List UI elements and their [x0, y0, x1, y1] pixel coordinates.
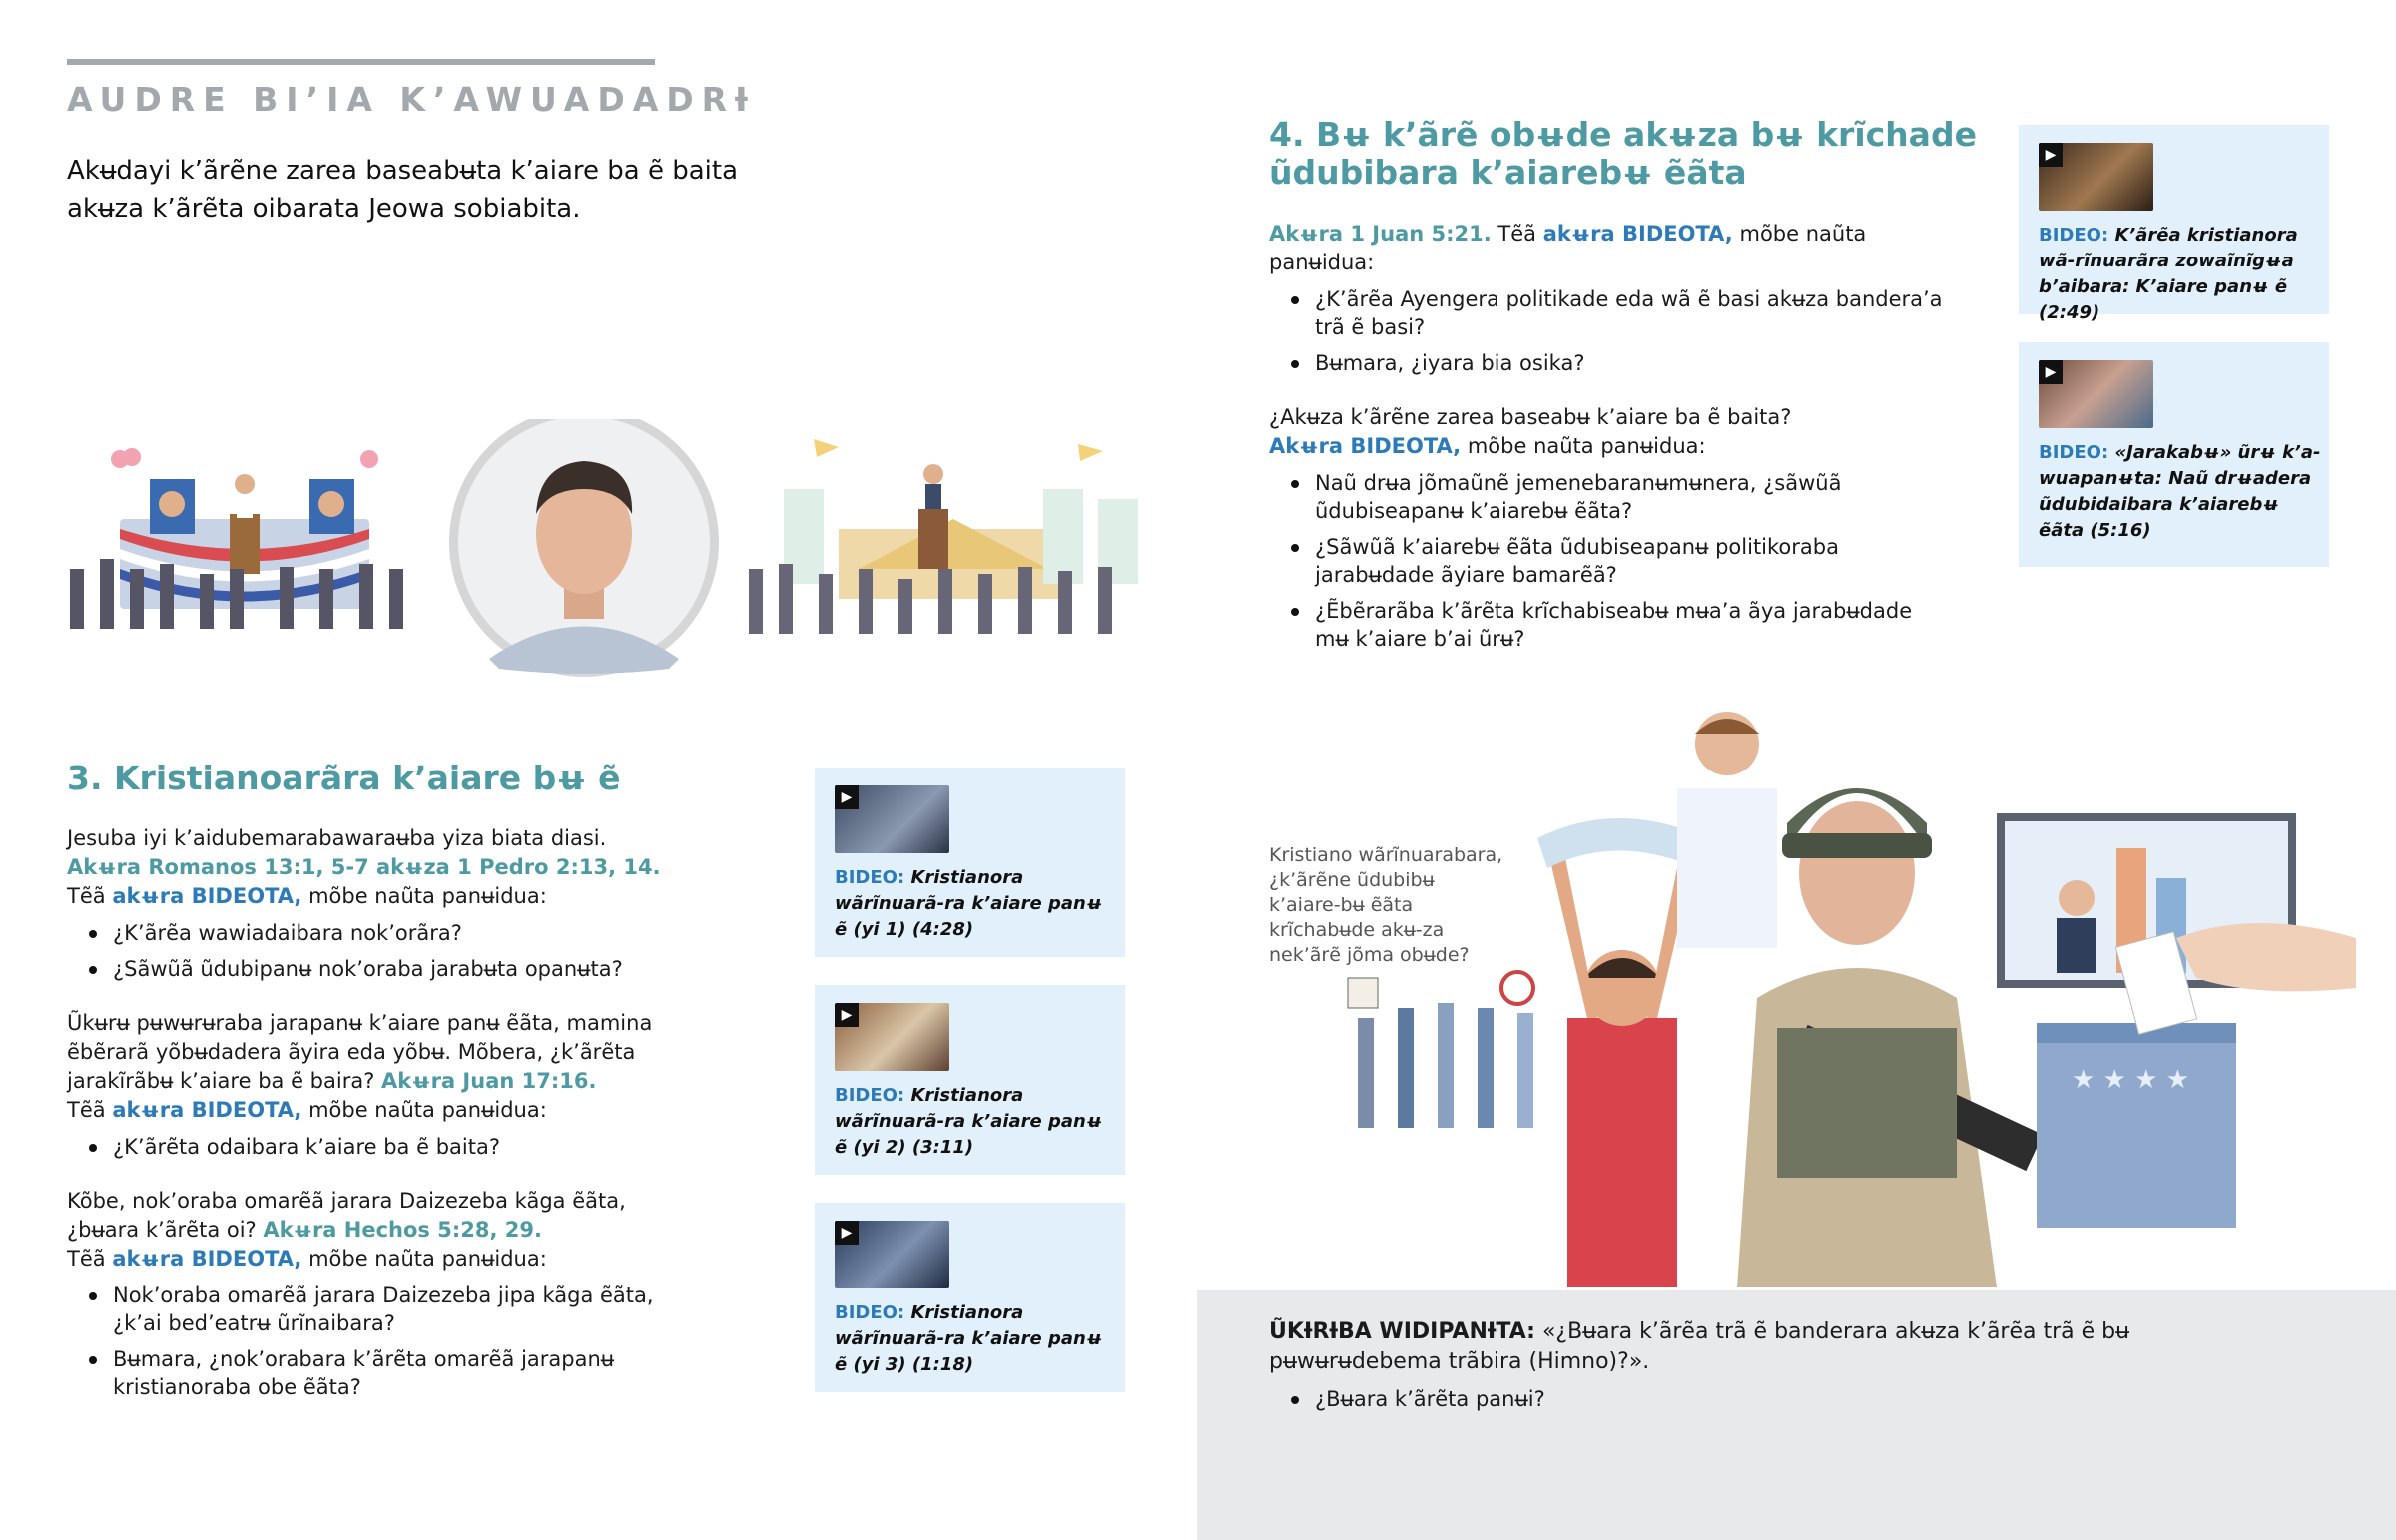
s3-p2-tea: Tẽã: [67, 1098, 106, 1122]
neutrality-illustration: [1298, 699, 2386, 1287]
s3-p2-tail: mõbe naũta panʉidua:: [308, 1098, 547, 1122]
s3-question-list-3: [67, 1282, 666, 1401]
section-label: AUDRE BI’IA K’AWUADADRƗ: [67, 80, 756, 119]
list-item: ¿Ẽbẽrarãba k’ãrẽta krĩchabiseabʉ mʉa’a ãya jarabʉdade mʉ k’aiare b’ai ũrʉ?: [1269, 597, 1948, 653]
s4-p1-tail: mõbe naũta panʉidua:: [1269, 222, 1867, 274]
video-label: BIDEO:: [2039, 225, 2109, 246]
video-card-3[interactable]: [815, 1203, 1125, 1392]
svg-text:★ ★ ★ ★: ★ ★ ★ ★: [2072, 1065, 2190, 1095]
s3-p1-ref-link[interactable]: Akʉra Romanos 13:1, 5-7 akʉza 1 Pedro 2:13, 14.: [67, 855, 661, 879]
video-card-5[interactable]: [2019, 342, 2329, 567]
section3-body: [67, 824, 666, 1401]
video-card-2[interactable]: [815, 985, 1125, 1175]
s4-p1-video-link[interactable]: akʉra BIDEOTA,: [1542, 222, 1733, 246]
intro-text: Akʉdayi k’ãrẽne zarea baseabʉta k’aiare ba ẽ baita akʉza k’ãrẽta oibarata Jeowa sobiabita.: [67, 156, 739, 224]
s3-p2-text: Ũkʉrʉ pʉwʉrʉraba jarapanʉ k’aiare panʉ ẽãta, mamina ẽbẽrarã yõbʉdadera ãyira eda yõbʉ. Mõbera, ¿k’ãrẽta jarakĩrãbʉ k’aiare ba ẽ baira?: [67, 1011, 653, 1093]
video-caption: [835, 1083, 1114, 1161]
video-title: K’ãrẽa kristianora wã-rĩnuarãra zowaĩnĩgʉa b’aibara: K’aiare panʉ ẽ (2:49): [2039, 225, 2298, 323]
play-icon[interactable]: ▶: [2039, 360, 2063, 384]
s3-p1-video-link[interactable]: akʉra BIDEOTA,: [112, 884, 302, 908]
play-icon[interactable]: ▶: [2039, 143, 2063, 167]
video-title: Kristianora wãrĩnuarã-ra k’aiare panʉ ẽ (yi 3) (1:18): [835, 1302, 1103, 1375]
s3-p1-text: Jesuba iyi k’aidubemarabawaraʉba yiza biata diasi.: [67, 826, 607, 850]
s3-p3-ref-link[interactable]: Akʉra Hechos 5:28, 29.: [263, 1218, 542, 1242]
top-rule: [67, 59, 655, 65]
video-title: Kristianora wãrĩnuarã-ra k’aiare panʉ ẽ (yi 1) (4:28): [835, 867, 1103, 940]
s4-question-list-1: [1269, 285, 1948, 377]
s4-question-list-2: [1269, 469, 1948, 653]
s4-p1-tea: Tẽã: [1498, 222, 1537, 246]
video-caption: [835, 1300, 1114, 1378]
list-item: Nok’oraba omarẽã jarara Daizezeba jipa kãga ẽãta, ¿k’ai bed’eatrʉ ũrĩnaibara?: [67, 1282, 666, 1337]
s3-p3-tail: mõbe naũta panʉidua:: [308, 1247, 547, 1271]
video-label: BIDEO:: [835, 1302, 905, 1323]
s4-p2-tail: mõbe naũta panʉidua:: [1467, 434, 1706, 458]
discussion-text: «¿Bʉara k’ãrẽa trã ẽ banderara akʉza k’ãrẽa trã ẽ bʉ pʉwʉrʉdebema trãbira (Himno)?».: [1269, 1319, 2130, 1374]
s4-p2-text: ¿Akʉza k’ãrẽne zarea baseabʉ k’aiare ba ẽ baita?: [1269, 405, 1792, 429]
play-icon[interactable]: ▶: [835, 785, 859, 809]
video-title: Kristianora wãrĩnuarã-ra k’aiare panʉ ẽ (yi 2) (3:11): [835, 1085, 1103, 1158]
s3-p2-ref-link[interactable]: Akʉra Juan 17:16.: [381, 1069, 597, 1093]
s3-p1-tea: Tẽã: [67, 884, 106, 908]
election-illustration: [60, 419, 1158, 689]
video-label: BIDEO:: [835, 867, 905, 888]
section4-title: 4. Bʉ k’ãrẽ obʉde akʉza bʉ krĩchade ũdubibara k’aiarebʉ ẽãta: [1269, 115, 1977, 192]
play-icon[interactable]: ▶: [835, 1221, 859, 1245]
boy-illustration: [1677, 712, 1777, 948]
s3-question-list-2: [67, 1133, 666, 1161]
s3-p1: [67, 824, 666, 911]
video-caption: [2039, 440, 2323, 544]
video-thumbnail[interactable]: [835, 1221, 949, 1288]
s3-p3: [67, 1187, 666, 1274]
video-card-1[interactable]: [815, 768, 1125, 957]
s3-p2-video-link[interactable]: akʉra BIDEOTA,: [112, 1098, 302, 1122]
s4-p2-video-link[interactable]: Akʉra BIDEOTA,: [1269, 434, 1462, 458]
discussion-question: [1269, 1317, 2137, 1413]
list-item: Naũ drʉa jõmaũnẽ jemenebaranʉmʉnera, ¿sãwũã ũdubiseapanʉ k’aiarebʉ ẽãta?: [1269, 469, 1948, 525]
video-thumbnail[interactable]: [835, 785, 949, 853]
tv-ballot-illustration: [1997, 813, 2356, 1228]
s4-p2: [1269, 403, 1948, 461]
s3-question-list-1: [67, 919, 666, 983]
portrait-man-illustration: [449, 419, 719, 677]
video-thumbnail[interactable]: [2039, 143, 2153, 211]
video-caption: [835, 865, 1114, 943]
s3-p3-video-link[interactable]: akʉra BIDEOTA,: [112, 1247, 302, 1271]
video-caption: [2039, 223, 2323, 326]
video-thumbnail[interactable]: [2039, 360, 2153, 428]
s4-p1: [1269, 220, 1948, 277]
video-title: «Jarakabʉ» ũrʉ k’a-wuapanʉta: Naũ drʉadera ũdubidaibara k’aiarebʉ ẽãta (5:16): [2039, 442, 2321, 541]
video-label: BIDEO:: [2039, 442, 2109, 463]
section4-body: [1269, 220, 1948, 653]
illustration-caption: Kristiano wãrĩnuarabara, ¿k’ãrẽne ũdubibʉ k’aiare-bʉ ẽãta krĩchabʉde akʉ-za nek’ãrẽ jõma obʉde?: [1269, 844, 1503, 966]
list-item: ¿K’ãrẽta odaibara k’aiare ba ẽ baita?: [67, 1133, 666, 1161]
right-rally-illustration: [749, 439, 1138, 634]
list-item: Bʉmara, ¿nok’orabara k’ãrẽta omarẽã jarapanʉ kristianoraba obe ẽãta?: [67, 1345, 666, 1401]
video-card-4[interactable]: [2019, 125, 2329, 323]
discussion-list: [1269, 1385, 2137, 1413]
discussion-lead: ŨKƗRƗBA WIDIPANƗTA:: [1269, 1319, 1535, 1344]
list-item: ¿K’ãrẽa wawiadaibara nok’orãra?: [67, 919, 666, 947]
protest-crowd-illustration: [1348, 972, 1533, 1128]
list-item: Bʉmara, ¿iyara bia osika?: [1269, 349, 1948, 377]
list-item: ¿Sãwũã ũdubipanʉ nok’oraba jarabʉta opanʉta?: [67, 955, 666, 983]
s3-p3-text: Kõbe, nok’oraba omarẽã jarara Daizezeba kãga ẽãta, ¿bʉara k’ãrẽta oi?: [67, 1189, 626, 1242]
list-item: ¿Sãwũã k’aiarebʉ ẽãta ũdubiseapanʉ politikoraba jarabʉdade ãyiare bamarẽã?: [1269, 533, 1948, 589]
list-item: ¿Bʉara k’ãrẽta panʉi?: [1269, 1385, 2137, 1413]
s3-p3-tea: Tẽã: [67, 1247, 106, 1271]
s3-p2: [67, 1009, 666, 1125]
s3-p1-tail: mõbe naũta panʉidua:: [308, 884, 547, 908]
video-label: BIDEO:: [835, 1085, 905, 1106]
list-item: ¿K’ãrẽa Ayengera politikade eda wã ẽ basi akʉza bandera’a trã ẽ basi?: [1269, 285, 1948, 341]
left-rally-illustration: [70, 448, 403, 629]
play-icon[interactable]: ▶: [835, 1003, 859, 1027]
section3-title: 3. Kristianoarãra k’aiare bʉ ẽ: [67, 759, 621, 797]
video-thumbnail[interactable]: [835, 1003, 949, 1071]
s4-p1-ref-link[interactable]: Akʉra 1 Juan 5:21.: [1269, 222, 1492, 246]
